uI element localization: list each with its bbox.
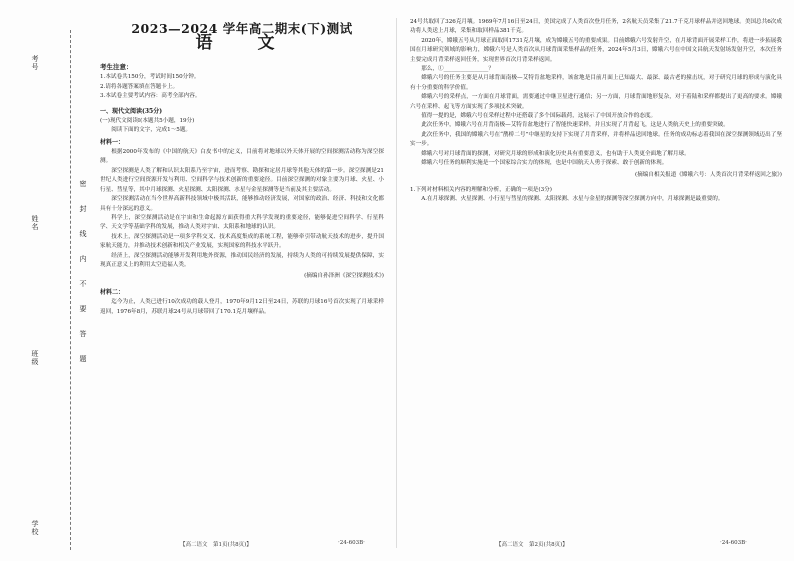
material1-label: 材料一： — [100, 138, 125, 146]
question-1: 1.下列对材料相关内容的理解和分析，正确的一项是(3分) — [410, 186, 552, 193]
material3-paragraph: 此次任务中，嫦娥六号在月背南极—艾特肯盆地进行了智能快速采样，并且实现了月背起飞，这是人类航天史上的重要突破。 — [421, 122, 729, 129]
seal-char: 封 — [79, 205, 87, 212]
material3-paragraph: 嫦娥六号对月球背面的探测，对研究月球的形成和演化历史具有重要意义，也有助于人类更全面地了解月球。 — [421, 150, 690, 157]
material2-paragraph: 值得一提的是，嫦娥六号在采样过程中还搭载了多个国际载荷，这展示了中国开放合作的态度。 — [421, 113, 657, 120]
seal-char: 线 — [79, 230, 87, 237]
material1-source: (摘编自孙泽洲《深空探测技术》) — [304, 273, 384, 280]
fill-blank-question: 那么，①________________？ — [421, 66, 494, 73]
material1-paragraph: 技术上，深空探测活动是一项多学科交叉、技术高度集成的系统工程，能够牵引带动航天技术的进步，提升国家航天能力，并推动技术创新和相关产业发展，实现国家的科技水平跃升。 — [100, 233, 384, 250]
section-heading: 一、现代文阅读(35分) — [100, 108, 163, 116]
material2-paragraph: 迄今为止，人类已进行10次成功的载人登月，1970年9月12日至24日，苏联的月球16号首次实现了月球采样返回，1976年8月，苏联月球24号从月球带回了170.1克月壤样品。 — [100, 299, 384, 315]
material2-paragraph: 嫦娥六号的采样点，一方面在月球背面，需要通过中继卫星进行通信；另一方面，月球背面地形复杂，对于着陆和采样都提出了更高的要求。嫦娥六号在采样、起飞等方面实现了多项技术突破。 — [410, 94, 782, 110]
binding-strip — [10, 30, 90, 550]
material2-label: 材料二： — [100, 288, 125, 296]
binding-label-exam-number: 考号 — [31, 55, 39, 71]
reading-instruction: 阅读下面的文字，完成1～5题。 — [111, 127, 192, 134]
material3-source: (摘编自相关报道《嫦娥六号：人类首次月背采样返回之旅》) — [634, 171, 782, 178]
seal-char: 题 — [79, 355, 87, 362]
seal-char: 密 — [79, 180, 87, 187]
material2-paragraph: 2020年，嫦娥五号从月球正面取回1731克月壤，成为嫦娥五号的重要成果。目前嫦娥六号发射升空，在月球背面开展采样工作，将进一步拓展我国在月球研究领域的影响力，嫦娥六号是人类首次从月球背面采集样品的任务，2024年5月3日，嫦娥六号在中国文昌航天发射场发射升空，本次任务主要完成月背采样返回任务，实现世界首次月背采样返回。 — [410, 37, 782, 63]
material2-paragraph: 24号共取回了326克月壤。1969年7月16日至24日，美国完成了人类首次登月任务，2名航天员采集了21.7千克月球样品并送回地球。美国总共6次成功将人类送上月球，采集和取回样品381千克。 — [410, 19, 782, 35]
subsection-heading: (一)现代文阅读Ⅰ(本题共5小题，19分) — [100, 117, 195, 124]
binding-label-class: 班级 — [31, 350, 39, 366]
footer-code: ·24-603B· — [338, 540, 365, 546]
footer-page-label: 【高二语文 第1页(共8页)】 — [180, 542, 252, 548]
binding-label-name: 姓名 — [31, 215, 39, 231]
binding-label-school: 学校 — [31, 520, 39, 536]
seal-char: 答 — [79, 330, 87, 337]
material3-paragraph: 嫦娥六号任务的顺利实施是一个国家综合实力的体现，也是中国航天人勇于探索、敢于创新的体现。 — [421, 160, 668, 167]
material1-paragraph: 根据2000年发布的《中国的航天》白皮书中的定义，目前将对地球以外天体开展的空间探测活动称为深空探测。 — [100, 149, 384, 165]
material1-paragraph: 经济上，深空探测活动能够开发利用地外资源，推动国民经济的发展，持续为人类的可持续发展提供保障，实现真正意义上的利用太空造福人类。 — [100, 252, 384, 268]
right-column — [410, 18, 782, 205]
notice-item: 3.本试卷主要考试内容：高考全部内容。 — [100, 93, 201, 100]
seal-char: 要 — [79, 305, 87, 312]
seal-char: 内 — [79, 255, 87, 262]
material1-paragraph: 深空探测活动在当今世界高新科技领域中极其活跃，能够推动经济发展，对国家的政治、经济、科技和文化都具有十分深远的意义。 — [100, 196, 384, 212]
footer-page-label: 【高二语文 第2页(共8页)】 — [496, 542, 568, 548]
seal-char: 不 — [79, 280, 87, 287]
column-divider — [396, 18, 397, 548]
material1-paragraph: 科学上，深空探测活动是在宇宙和生命起源方面获得重大科学发现的重要途径，能够促进空间科学、行星科学、天文学等基础学科的发展，推动人类对宇宙、太阳系和地球的认识。 — [100, 214, 384, 231]
material3-paragraph: 此次任务中，我国的嫦娥六号在“鹊桥二号”中继星的支持下实现了月背采样，并将样品送回地球。任务的成功标志着我国在深空探测领域迈出了坚实一步。 — [410, 131, 782, 148]
material1-paragraph: 深空探测是人类了解和认识太阳系乃至宇宙，进而考察、勘探和定居月球等其他天体的第一步。深空探测是21世纪人类进行空间资源开发与利用、空间科学与技术创新的重要途径。目前深空探测的对象主要为月球、火星、小行星、彗星等，其中月球探测、火星探测、太阳探测、水星与金星探测等是当前及其主要活动。 — [100, 167, 384, 193]
exam-title: 2023—2024 学年高二期末(下)测试 — [131, 21, 353, 36]
subject-title: 语 文 — [195, 33, 289, 54]
binding-line — [70, 30, 71, 550]
notice-item: 2.请将各题答案填在答题卡上。 — [100, 83, 179, 90]
material2-paragraph: 嫦娥六号的任务主要是从月球背面南极—艾特肯盆地采样，该盆地是目前月面上已知最大、最深、最古老的撞击坑，对于研究月球的形成与演化具有十分重要的科学价值。 — [410, 75, 782, 91]
left-column — [100, 18, 384, 317]
notice-heading: 考生注意： — [100, 62, 133, 71]
notice-item: 1.本试卷共150分，考试时间150分钟。 — [100, 74, 200, 81]
question-1-option-a: A.在月球探测、火星探测、小行星与彗星的探测、太阳探测、水星与金星的探测等深空探测方向中，月球探测是最重要的。 — [421, 196, 724, 203]
footer-code: ·24-603B· — [720, 540, 747, 546]
